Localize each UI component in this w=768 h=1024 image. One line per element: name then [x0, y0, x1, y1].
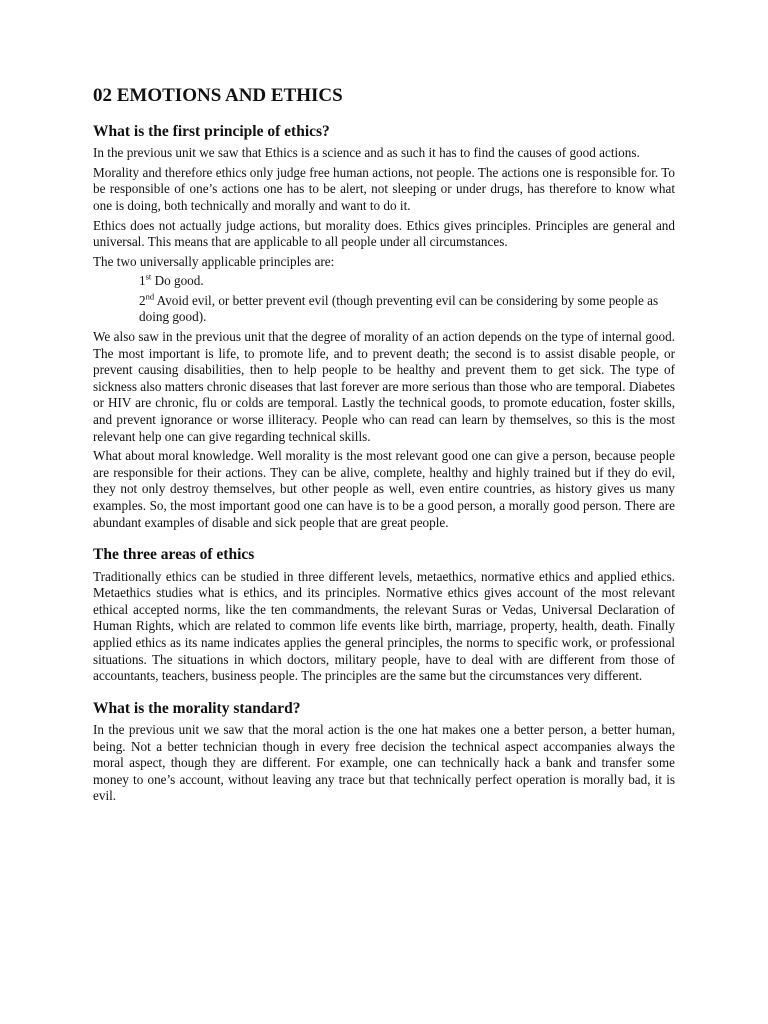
principle-text: Avoid evil, or better prevent evil (though preventing evil can be considering by some people as doing good).: [139, 292, 659, 325]
section-heading-first-principle: What is the first principle of ethics?: [93, 122, 330, 140]
paragraph: Ethics does not actually judge actions, but morality does. Ethics gives principles. Principles are general and universal. This means that are applicable to all people under all circumstances.: [93, 217, 675, 250]
paragraph: Traditionally ethics can be studied in three different levels, metaethics, normative ethics and applied ethics. Metaethics studies what is ethics, and its principles. Normative ethics gives account of the most relevant ethical accepted norms, like the ten commandments, the relevant Suras or Vedas, Universal Declaration of Human Rights, which are related to common life events like birth, marriage, property, health, death. Finally applied ethics as its name indicates applies the general principles, the norms to specific work, or professional situations. The situations in which doctors, military people, have to deal with are different from those of accountants, teachers, business people. The principles are the same but the circumstances very different.: [93, 568, 675, 684]
section-heading-three-areas: The three areas of ethics: [93, 546, 255, 564]
paragraph: Morality and therefore ethics only judge free human actions, not people. The actions one is responsible for. To be responsible of one’s actions one has to be alert, not sleeping or under drugs, has therefore to know what one is doing, both technically and morally and want to do it.: [93, 164, 675, 213]
paragraph: We also saw in the previous unit that the degree of morality of an action depends on the type of internal good. The most important is life, to promote life, and to prevent death; the second is to assist disable people, or prevent causing disabilities, then to help people to be healthy and prevent them to get sick. The type of sickness also matters chronic diseases that last forever are more serious than those who are temporal. Diabetes or HIV are chronic, flu or colds are temporal. Lastly the technical goods, to promote education, foster skills, and prevent ignorance or worse illiteracy. People who can read can learn by themselves, so this is the most relevant help one can give regarding technical skills.: [93, 329, 675, 444]
document-page: [93, 84, 675, 808]
paragraph: In the previous unit we saw that Ethics is a science and as such it has to find the causes of good actions.: [93, 145, 640, 161]
principle-ordinal: st: [145, 271, 152, 282]
document-title: 02 EMOTIONS AND ETHICS: [93, 85, 343, 106]
paragraph: In the previous unit we saw that the moral action is the one hat makes one a better person, a better human, being. Not a better technician though in every free decision the technical aspect accompanies always the moral aspect, though they are different. For example, one can technically hack a bank and transfer some money to one’s account, without leaving any trace but that technically perfect operation is morally bad, it is evil.: [93, 722, 675, 804]
principle-text: Do good.: [151, 273, 204, 289]
principle-item-2: [139, 293, 675, 326]
principle-ordinal: nd: [145, 291, 155, 302]
principle-item-1: [139, 273, 675, 290]
paragraph: The two universally applicable principles are:: [93, 253, 335, 269]
principle-number: 2: [139, 292, 146, 308]
paragraph: What about moral knowledge. Well morality is the most relevant good one can give a person, because people are responsible for their actions. They can be alive, complete, healthy and highly trained but if they do evil, they not only destroy themselves, but other people as well, even entire countries, as history gives us many examples. So, the most important good one can have is to be a good person, a morally good person. There are abundant examples of disable and sick people that are great people.: [93, 448, 675, 530]
section-heading-morality-standard: What is the morality standard?: [93, 699, 301, 717]
principle-number: 1: [139, 273, 146, 289]
